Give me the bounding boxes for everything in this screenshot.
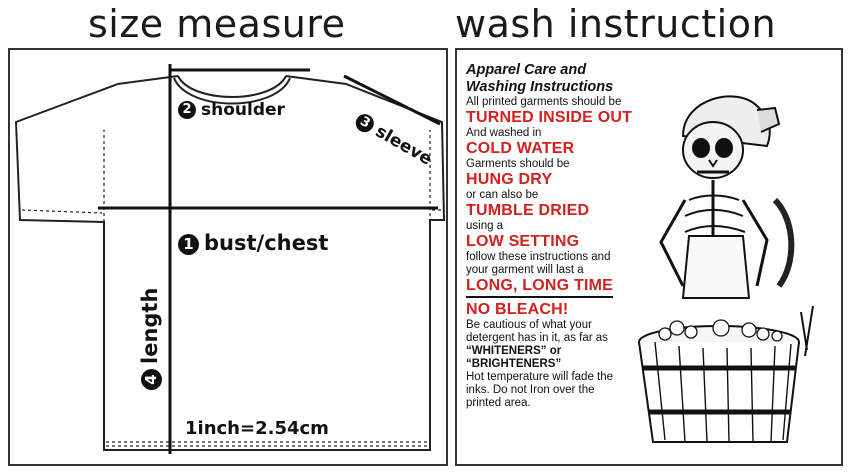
care-red-long-long-time: LONG, LONG TIME xyxy=(466,277,613,298)
care-bold-brighteners: “BRIGHTENERS” xyxy=(466,358,562,370)
care-red-low-setting: LOW SETTING xyxy=(466,233,580,250)
care-red-tumble-dried: TUMBLE DRIED xyxy=(466,202,590,219)
care-heading-line2: Washing Instructions xyxy=(466,79,614,95)
care-text-8: Be cautious of what your xyxy=(466,319,592,331)
care-instructions-text xyxy=(466,62,666,410)
bust-number: 1 xyxy=(178,234,199,255)
wash-instruction-title: wash instruction xyxy=(455,2,777,46)
care-red-turned-inside-out: TURNED INSIDE OUT xyxy=(466,109,633,126)
care-text-12: printed area. xyxy=(466,397,531,409)
size-measure-title: size measure xyxy=(88,2,346,46)
care-text-5: using a xyxy=(466,220,504,232)
care-text-9: detergent has in it, as far as xyxy=(466,332,608,344)
sleeve-text: sleeve xyxy=(371,121,436,170)
shoulder-text: shoulder xyxy=(201,100,285,120)
sleeve-number: 3 xyxy=(353,111,378,136)
measure-lines xyxy=(98,64,440,454)
shoulder-number: 2 xyxy=(178,101,196,119)
unit-conversion-label: 1inch=2.54cm xyxy=(185,418,329,439)
care-text-2: And washed in xyxy=(466,127,542,139)
length-label xyxy=(138,288,162,390)
care-text-10: Hot temperature will fade the xyxy=(466,371,614,383)
bust-text: bust/chest xyxy=(204,231,329,255)
care-red-hung-dry: HUNG DRY xyxy=(466,171,553,188)
care-text-6: follow these instructions and xyxy=(466,251,611,263)
care-text-11: inks. Do not Iron over the xyxy=(466,384,595,396)
care-red-no-bleach: NO BLEACH! xyxy=(466,301,569,318)
care-heading-line1: Apparel Care and xyxy=(466,62,587,78)
care-bold-whiteners: “WHITENERS” or xyxy=(466,345,562,357)
length-number: 4 xyxy=(141,369,162,390)
shoulder-label xyxy=(178,100,285,120)
bust-chest-label xyxy=(178,231,328,255)
care-red-cold-water: COLD WATER xyxy=(466,140,575,157)
size-measure-panel xyxy=(8,48,448,466)
care-text-4: or can also be xyxy=(466,189,539,201)
care-text-1: All printed garments should be xyxy=(466,96,622,108)
care-text-3: Garments should be xyxy=(466,158,570,170)
length-text: length xyxy=(138,287,162,364)
care-text-7: your garment will last a xyxy=(466,264,584,276)
